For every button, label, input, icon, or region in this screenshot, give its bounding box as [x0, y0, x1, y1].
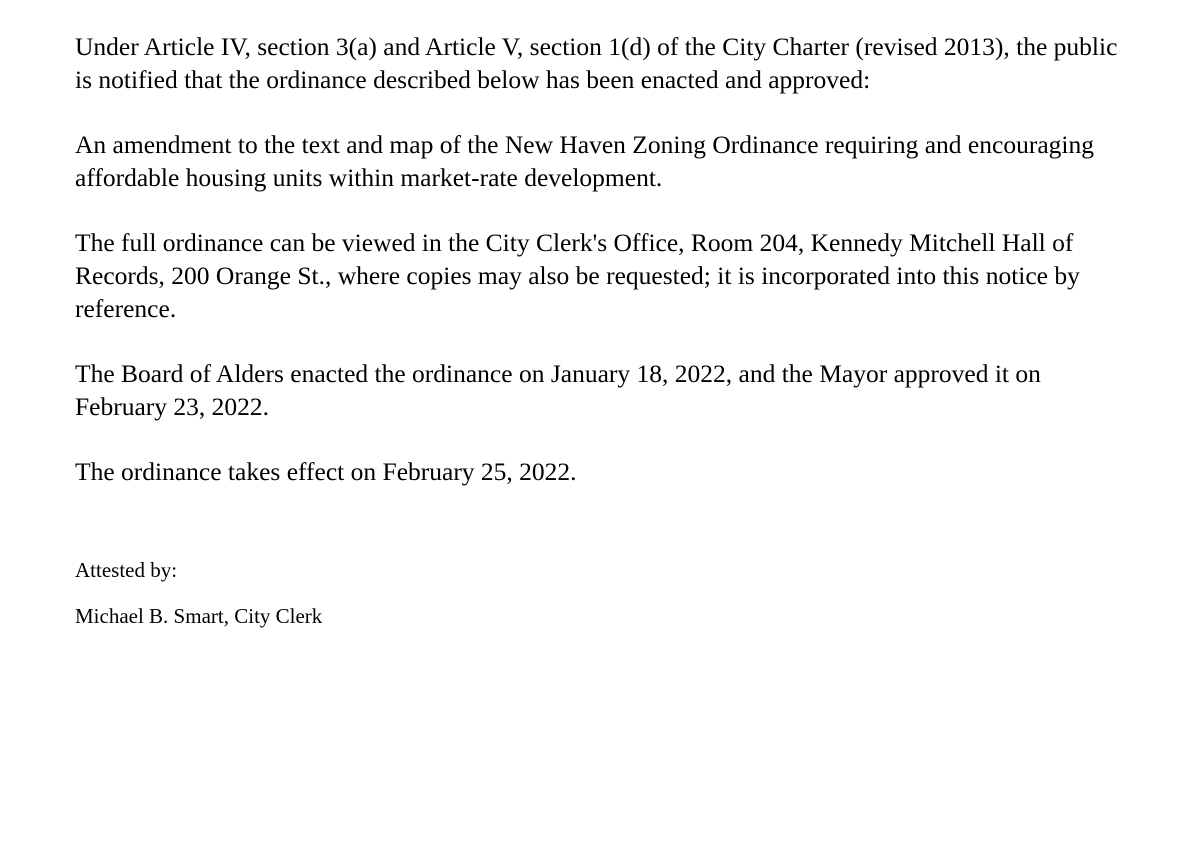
notice-document — [75, 30, 1135, 630]
ordinance-title: An amendment to the text and map of the New Haven Zoning Ordinance requiring and encouraging affordable housing units within market-rate development. — [75, 130, 1094, 192]
enactment-paragraph: The Board of Alders enacted the ordinance on January 18, 2022, and the Mayor approved it on February 23, 2022. — [75, 359, 1041, 421]
effective-date-paragraph: The ordinance takes effect on February 25, 2022. — [75, 457, 577, 486]
notice-intro: Under Article IV, section 3(a) and Article V, section 1(d) of the City Charter (revised 2013), the public is notified that the ordinance described below has been enacted and approved: — [75, 32, 1118, 94]
attest-label: Attested by: — [75, 558, 178, 582]
on-file-paragraph: The full ordinance can be viewed in the City Clerk's Office, Room 204, Kennedy Mitchell Hall of Records, 200 Orange St., where copies may also be requested; it is incorporated into this notice by reference. — [75, 228, 1080, 323]
signatory: Michael B. Smart, City Clerk — [75, 604, 323, 628]
